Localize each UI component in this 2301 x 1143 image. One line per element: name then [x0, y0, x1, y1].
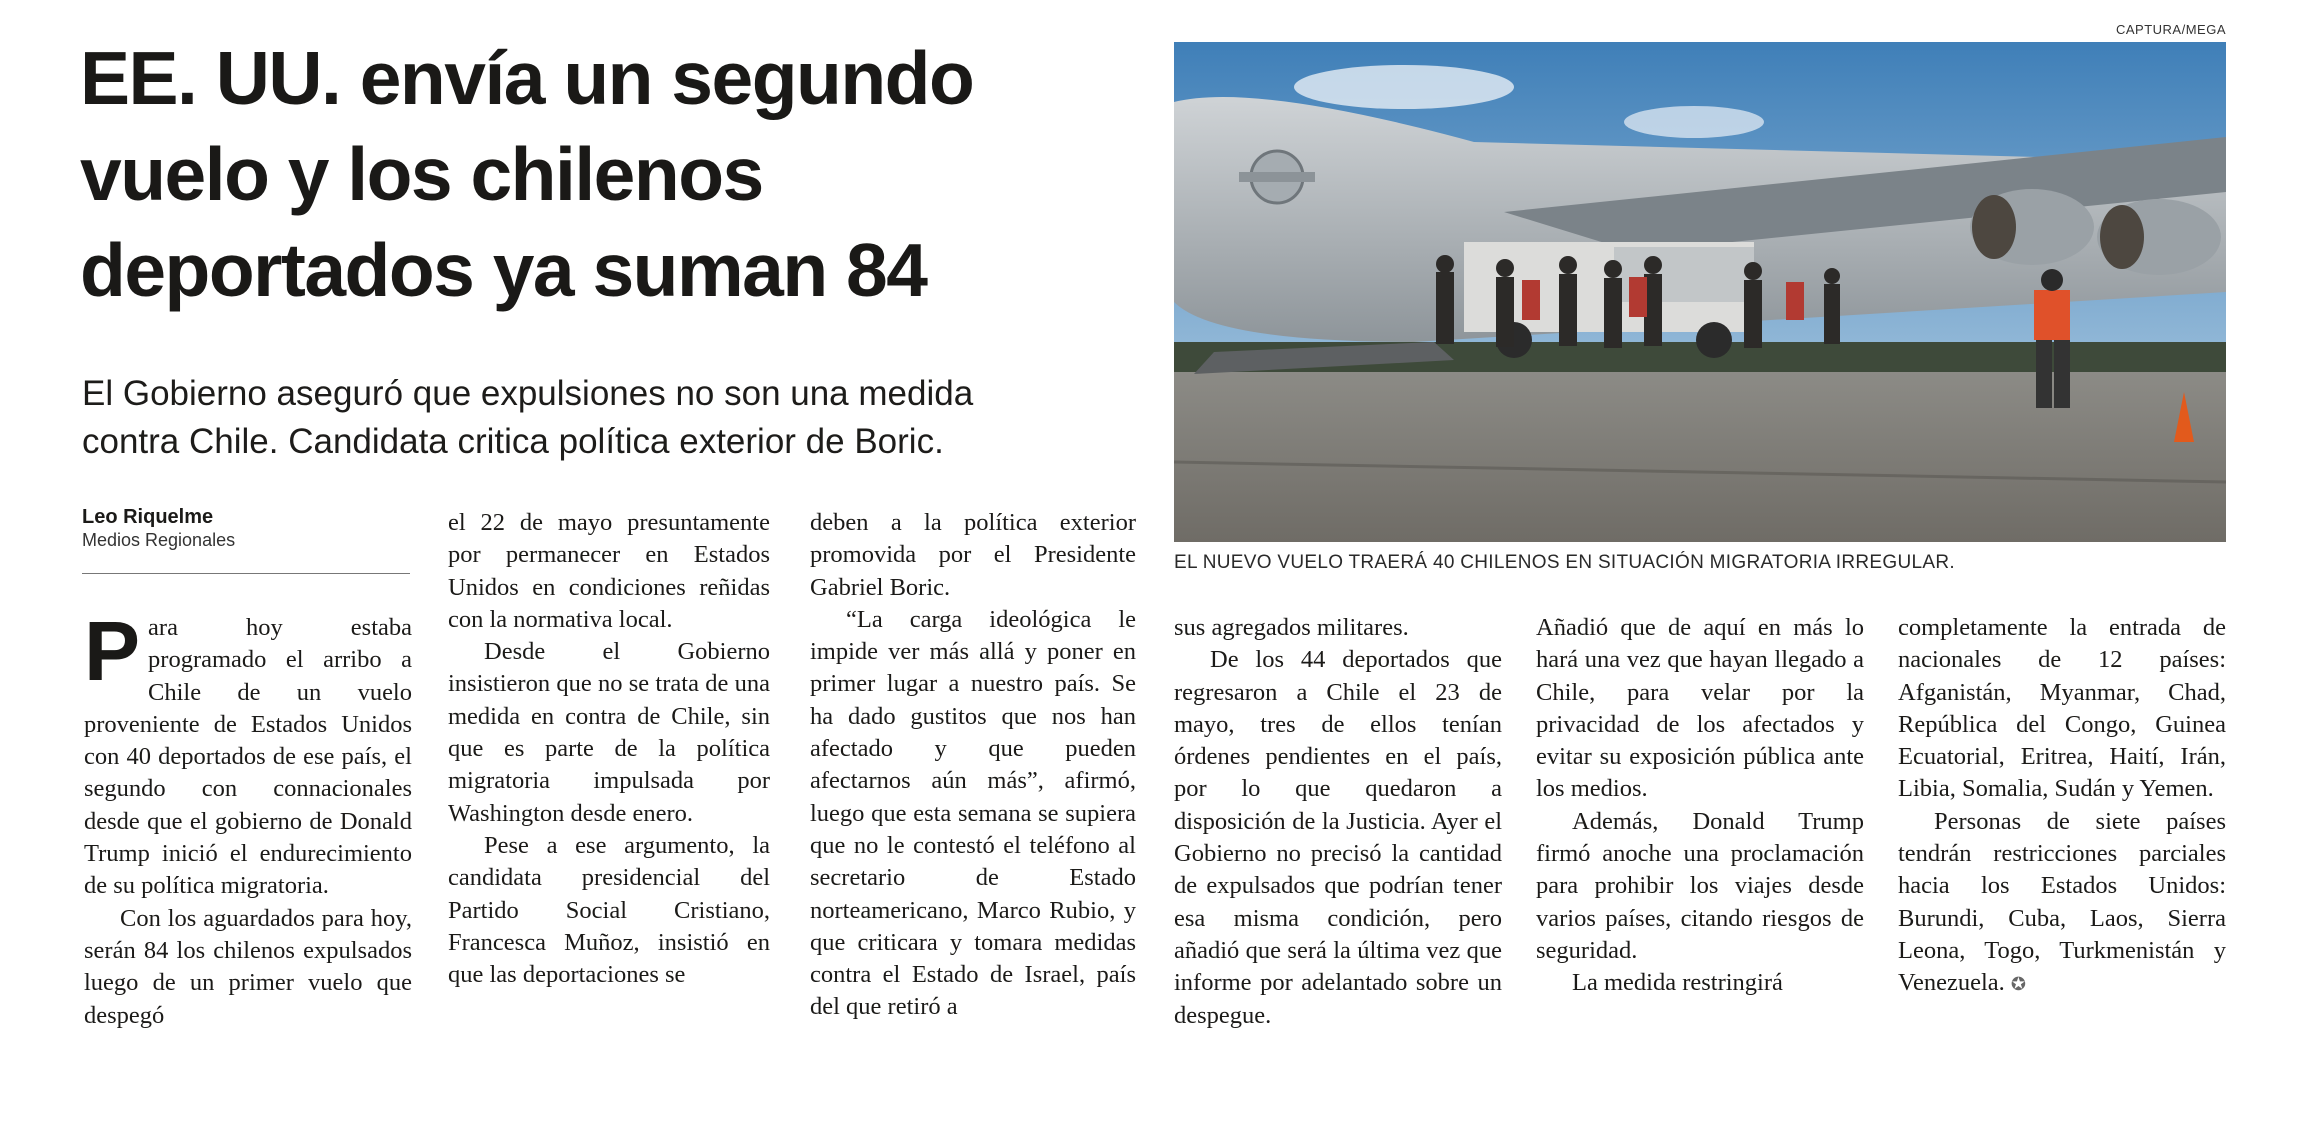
photo-caption: EL NUEVO VUELO TRAERÁ 40 CHILENOS EN SITUACIÓN MIGRATORIA IRREGULAR. [1174, 552, 1955, 573]
article-column-5 [1536, 612, 1864, 1000]
subhead-line-2: contra Chile. Candidata critica política exterior de Boric. [82, 422, 944, 461]
column-4-paragraph-1: sus agregados militares. [1174, 614, 1409, 641]
article-column-6 [1898, 612, 2226, 1001]
column-2-paragraph-2: Desde el Gobierno insistieron que no se trata de una medida en contra de Chile, sin que es parte de la política migratoria impulsada por Washington desde enero. [448, 638, 770, 827]
news-photo [1174, 42, 2226, 542]
column-4-paragraph-2: De los 44 deportados que regresaron a Chile el 23 de mayo, tres de ellos tenían órdenes pendientes en el país, por lo que quedaron a disposición de la Justicia. Ayer el Gobierno no precisó la cantidad de expulsados que podrían tener esa misma condición, pero añadió que será la última vez que informe por adelantado sobre un despegue. [1174, 646, 1502, 1029]
drop-cap: P [84, 604, 141, 698]
byline-author: Leo Riquelme [82, 506, 214, 528]
column-5-paragraph-1: Añadió que de aquí en más lo hará una vez que hayan llegado a Chile, para velar por la privacidad de los afectados y evitar su exposición pública ante los medios. [1536, 614, 1864, 803]
column-1-paragraph-1: ara hoy estaba programado el arribo a Chile de un vuelo proveniente de Estados Unidos con 40 deportados de ese país, el segundo con connacionales desde que el gobierno de Donald Trump inició el endurecimiento de su política migratoria. [84, 614, 412, 900]
article-column-1 [84, 604, 412, 1032]
headline [80, 30, 1160, 318]
column-2-paragraph-1: el 22 de mayo presuntamente por permanecer en Estados Unidos en condiciones reñidas con la normativa local. [448, 509, 770, 633]
headline-line-1: EE. UU. envía un segundo [80, 36, 974, 120]
column-6-paragraph-1: completamente la entrada de nacionales de 12 países: Afganistán, Myanmar, Chad, República del Congo, Guinea Ecuatorial, Eritrea, Haití, Irán, Libia, Somalia, Sudán y Yemen. [1898, 614, 2226, 803]
article-column-2 [448, 507, 770, 991]
article-column-3 [810, 507, 1136, 1024]
end-of-article-icon: ✪ [2010, 974, 2026, 995]
subheadline [82, 370, 1182, 466]
column-5-paragraph-3: La medida restringirá [1572, 969, 1783, 997]
headline-line-3: deportados ya suman 84 [80, 228, 927, 312]
photo-credit: CAPTURA/MEGA [2115, 22, 2226, 37]
column-6-paragraph-2-text: Personas de siete países tendrán restricciones parciales hacia los Estados Unidos: Burundi, Cuba, Laos, Sierra Leona, Togo, Turkmenistán y Venezuela. [1898, 807, 2226, 997]
subhead-line-1: El Gobierno aseguró que expulsiones no son una medida [82, 374, 974, 413]
column-3-paragraph-2: “La carga ideológica le impide ver más allá y poner en primer lugar a nuestro país. Se ha dado gustitos que nos han afectado y que pueden afectarnos aún más”, afirmó, luego que esta semana se supiera que no le contestó el teléfono al secretario de Estado norteamericano, Marco Rubio, y que criticara y tomara medidas contra el Estado de Israel, país del que retiró a [810, 605, 1136, 1021]
headline-line-2: vuelo y los chilenos [80, 132, 763, 216]
article-column-4 [1174, 612, 1502, 1032]
byline-divider [82, 573, 410, 574]
column-1-paragraph-2: Con los aguardados para hoy, serán 84 los chilenos expulsados luego de un primer vuelo que despegó [84, 904, 412, 1029]
column-2-paragraph-3: Pese a ese argumento, la candidata presidencial del Partido Social Cristiano, Francesca Muñoz, insistió en que las deportaciones se [448, 831, 770, 989]
column-6-paragraph-2 [1898, 806, 2226, 1001]
photo-illustration [1174, 42, 2226, 542]
column-3-paragraph-1: deben a la política exterior promovida por el Presidente Gabriel Boric. [810, 509, 1136, 601]
byline [82, 505, 412, 551]
column-5-paragraph-2: Además, Donald Trump firmó anoche una proclamación para prohibir los viajes desde varios países, citando riesgos de seguridad. [1536, 807, 1864, 964]
byline-outlet: Medios Regionales [82, 530, 236, 550]
